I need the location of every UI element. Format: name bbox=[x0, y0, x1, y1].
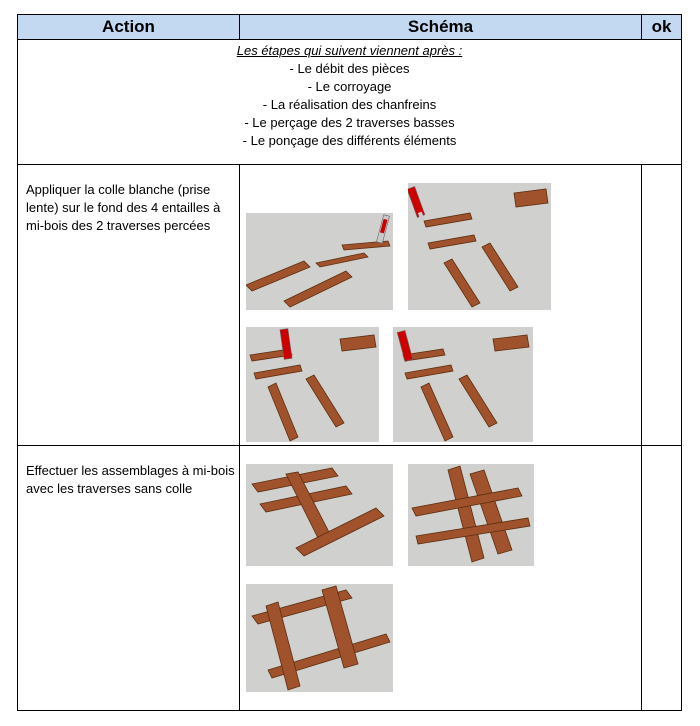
schema-cell bbox=[240, 446, 642, 711]
intro-step: - La réalisation des chanfreins bbox=[262, 97, 437, 112]
intro-row bbox=[18, 40, 682, 165]
ok-cell[interactable] bbox=[642, 446, 682, 711]
step-row-assembly bbox=[18, 446, 682, 711]
intro-step: - Le perçage des 2 traverses basses bbox=[244, 115, 455, 130]
step-row-glue bbox=[18, 165, 682, 446]
intro-step: - Le corroyage bbox=[307, 79, 392, 94]
glue-illustration-1 bbox=[246, 213, 393, 310]
intro-lead: Les étapes qui suivent viennent après : bbox=[236, 43, 463, 58]
glue-illustration-4 bbox=[393, 327, 533, 442]
header-schema: Schéma bbox=[240, 15, 642, 40]
glue-illustration-3 bbox=[246, 327, 379, 442]
ok-cell[interactable] bbox=[642, 165, 682, 446]
intro-cell bbox=[18, 40, 682, 165]
assembly-illustration-2 bbox=[408, 464, 534, 566]
header-ok: ok bbox=[642, 15, 682, 40]
intro-step: - Le débit des pièces bbox=[289, 61, 410, 76]
header-action: Action bbox=[18, 15, 240, 40]
header-row bbox=[18, 15, 682, 40]
action-text: Appliquer la colle blanche (prise lente) sur le fond des 4 entailles à mi-bois des 2 traverses percées bbox=[18, 165, 240, 446]
assembly-illustration-3 bbox=[246, 584, 393, 692]
assembly-illustration-1 bbox=[246, 464, 393, 566]
action-text: Effectuer les assemblages à mi-bois avec les traverses sans colle bbox=[18, 446, 240, 711]
intro-step: - Le ponçage des différents éléments bbox=[242, 133, 457, 148]
procedure-table bbox=[17, 14, 682, 711]
glue-illustration-2 bbox=[408, 183, 551, 310]
schema-cell bbox=[240, 165, 642, 446]
